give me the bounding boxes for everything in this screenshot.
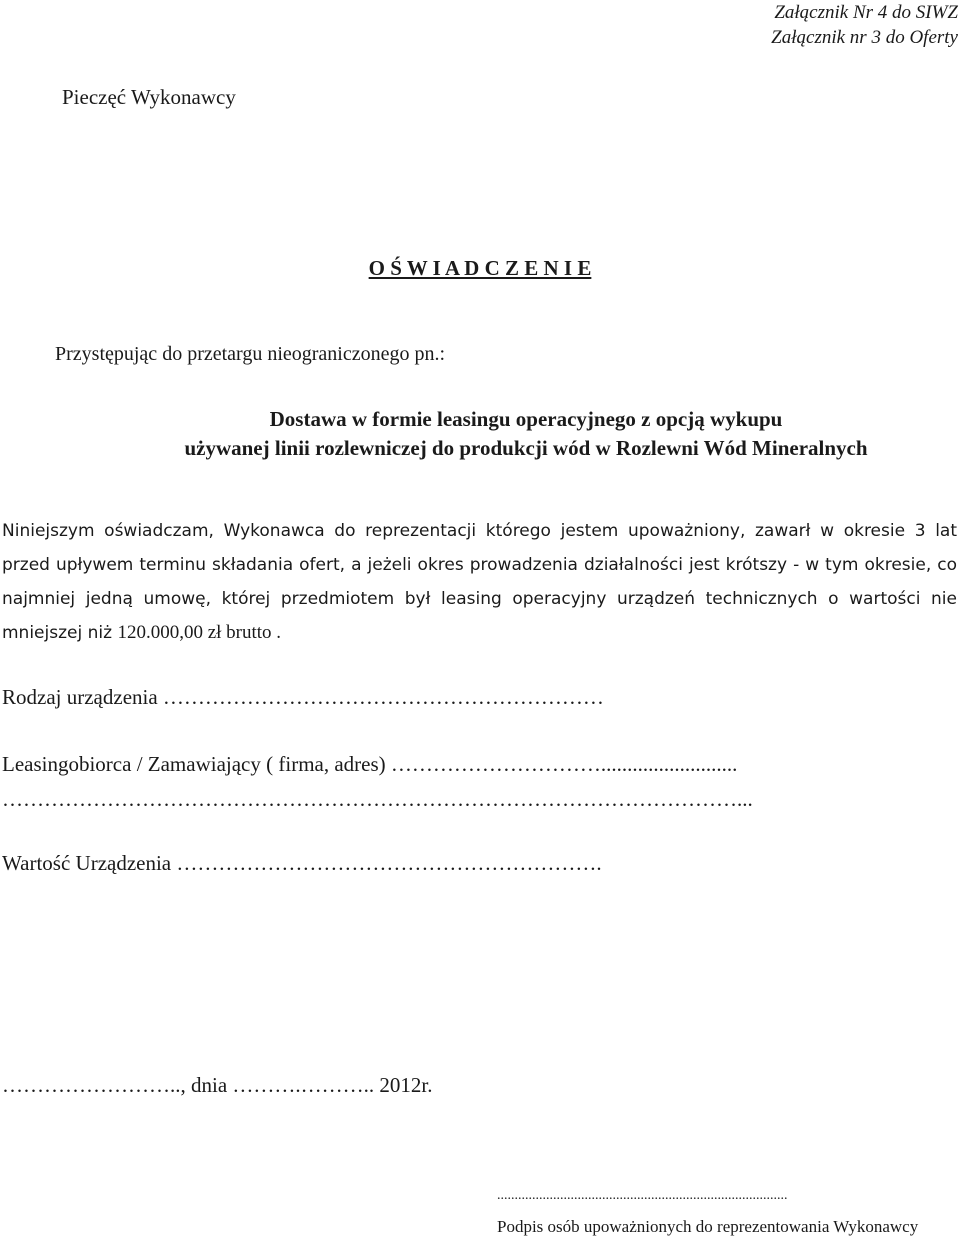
lessee-field: Leasingobiorca / Zamawiający ( firma, adres) ………………………….......................... [2, 752, 738, 776]
signature-caption: Podpis osób upoważnionych do reprezentowania Wykonawcy [497, 1217, 919, 1236]
contractor-stamp-label: Pieczęć Wykonawcy [62, 85, 236, 109]
tender-intro: Przystępując do przetargu nieograniczonego pn.: [55, 343, 446, 365]
attachment-siwz: Załącznik Nr 4 do SIWZ [774, 2, 958, 23]
device-type-field: Rodzaj urządzenia ……………………………………………………… [2, 685, 604, 709]
statement-paragraph [2, 514, 957, 650]
signature-line: ................................................................................... [497, 1188, 788, 1203]
tender-subject [0, 405, 960, 463]
statement-text: Niniejszym oświadczam, Wykonawca do reprezentacji którego jestem upoważniony, zawarł w okresie 3 lat przed upływem terminu składania ofert, a jeżeli okres prowadzenia działalności jest krótszy - w tym okresie, co najmniej jedną umowę, której przedmiotem był leasing operacyjny urządzeń technicznych o wartości nie mniejszej niż [2, 521, 957, 643]
place-and-date: …………………….., dnia ……….……….. 2012r. [2, 1073, 433, 1097]
attachment-offer: Załącznik nr 3 do Oferty [771, 27, 958, 48]
device-value-field: Wartość Urządzenia ……………………………………………………. [2, 851, 602, 875]
tender-subject-line-2: używanej linii rozlewniczej do produkcji wód w Rozlewni Wód Mineralnych [184, 436, 868, 460]
tender-subject-line-1: Dostawa w formie leasingu operacyjnego z opcją wykupu [269, 407, 783, 431]
statement-amount: 120.000,00 zł brutto . [117, 622, 282, 643]
document-title: O Ś W I A D C Z E N I E [368, 256, 592, 280]
lessee-field-continuation: ……………………………………………………………………………………………... [2, 787, 753, 811]
